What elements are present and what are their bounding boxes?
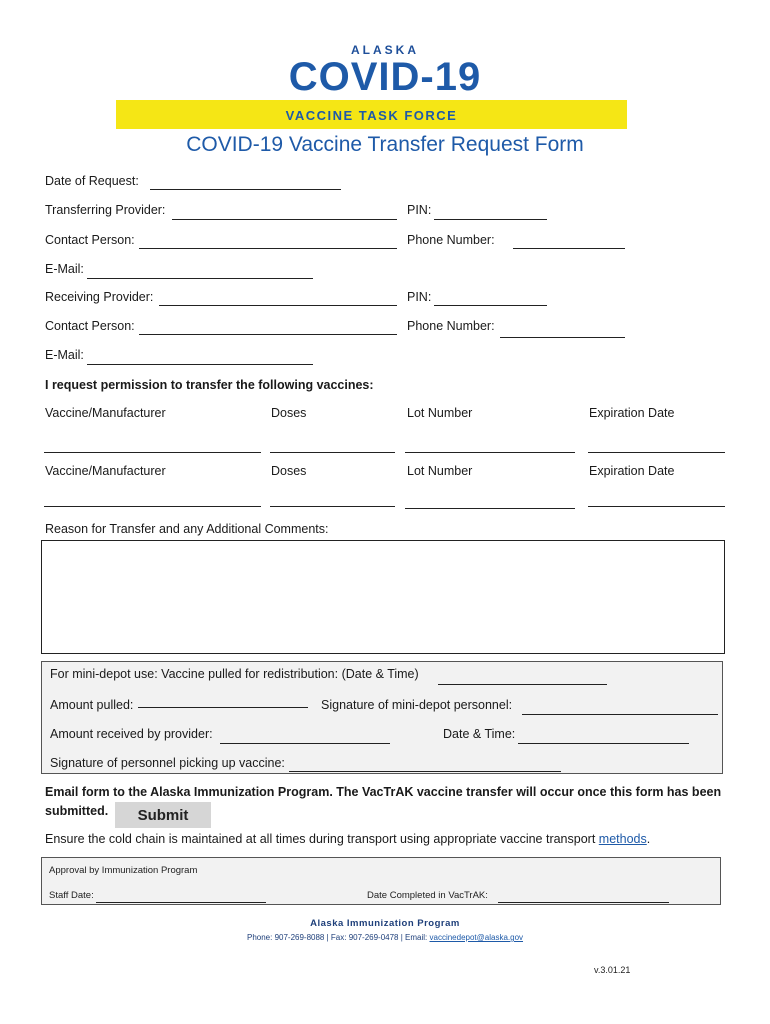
expiration-date-header-2: Expiration Date: [589, 464, 675, 478]
expiration-date-field-2[interactable]: [588, 506, 725, 507]
vaccine-pulled-datetime-field[interactable]: [438, 684, 607, 685]
lot-number-header-2: Lot Number: [407, 464, 473, 478]
logo-task-force-band: [116, 100, 627, 129]
cold-chain-text: Ensure the cold chain is maintained at all times during transport using appropriate vaccine transport: [45, 832, 596, 846]
transferring-email-label: E-Mail:: [45, 262, 84, 276]
approval-title: Approval by Immunization Program: [49, 865, 198, 876]
receiving-phone-label: Phone Number:: [407, 319, 495, 333]
comments-label: Reason for Transfer and any Additional Comments:: [45, 522, 329, 536]
signature-pickup-label: Signature of personnel picking up vaccine:: [50, 756, 285, 770]
version-number: v.3.01.21: [594, 965, 631, 975]
receiving-pin-field[interactable]: [434, 305, 547, 306]
receiving-provider-field[interactable]: [159, 305, 397, 306]
doses-header-1: Doses: [271, 406, 307, 420]
receiving-pin-label: PIN:: [407, 290, 432, 304]
expiration-date-field-1[interactable]: [588, 452, 725, 453]
vaccine-manufacturer-field-1[interactable]: [44, 452, 261, 453]
cold-chain-note: [45, 832, 650, 846]
lot-number-field-2[interactable]: [405, 508, 575, 509]
transferring-provider-label: Transferring Provider:: [45, 203, 166, 217]
vaccine-manufacturer-field-2[interactable]: [44, 506, 261, 507]
staff-date-label: Staff Date:: [49, 890, 94, 901]
email-instruction: Email form to the Alaska Immunization Program. The VacTrAK vaccine transfer will occur once this form has been: [45, 785, 722, 799]
vaccine-pulled-label: For mini-depot use: Vaccine pulled for redistribution: (Date & Time): [50, 667, 419, 681]
transferring-phone-field[interactable]: [513, 248, 625, 249]
doses-field-1[interactable]: [270, 452, 395, 453]
staff-date-field[interactable]: [96, 902, 266, 903]
amount-received-label: Amount received by provider:: [50, 727, 213, 741]
signature-pickup-field[interactable]: [289, 771, 561, 772]
transferring-provider-field[interactable]: [172, 219, 397, 220]
methods-link[interactable]: methods: [598, 832, 647, 846]
logo-band-label: VACCINE TASK FORCE: [285, 108, 458, 123]
cold-chain-period: .: [646, 832, 651, 846]
footer-email-link[interactable]: vaccinedepot@alaska.gov: [429, 933, 524, 942]
logo-covid-wordmark: COVID-19: [288, 55, 482, 99]
amount-pulled-field[interactable]: [138, 707, 308, 708]
vaccines-intro: I request permission to transfer the following vaccines:: [45, 378, 374, 392]
received-date-time-field[interactable]: [518, 743, 689, 744]
doses-field-2[interactable]: [270, 506, 395, 507]
comments-textarea[interactable]: [41, 540, 725, 654]
footer-contact: [0, 933, 770, 942]
receiving-contact-field[interactable]: [139, 334, 397, 335]
signature-depot-label: Signature of mini-depot personnel:: [321, 698, 513, 712]
vaccine-manufacturer-header-1: Vaccine/Manufacturer: [45, 406, 166, 420]
date-completed-field[interactable]: [498, 902, 669, 903]
receiving-provider-label: Receiving Provider:: [45, 290, 154, 304]
form-title: COVID-19 Vaccine Transfer Request Form: [186, 133, 584, 156]
footer-program-name: Alaska Immunization Program: [310, 918, 460, 929]
footer-contact-text: Phone: 907-269-8088 | Fax: 907-269-0478 | Email:: [246, 933, 428, 942]
submit-button[interactable]: Submit: [115, 802, 211, 828]
receiving-email-field[interactable]: [87, 364, 313, 365]
date-of-request-field[interactable]: [150, 189, 341, 190]
logo-state-label: ALASKA: [351, 43, 419, 57]
vaccine-manufacturer-header-2: Vaccine/Manufacturer: [45, 464, 166, 478]
receiving-email-label: E-Mail:: [45, 348, 84, 362]
lot-number-field-1[interactable]: [405, 452, 575, 453]
received-date-time-label: Date & Time:: [443, 727, 516, 741]
lot-number-header-1: Lot Number: [407, 406, 473, 420]
amount-pulled-label: Amount pulled:: [50, 698, 134, 712]
transferring-email-field[interactable]: [87, 278, 313, 279]
expiration-date-header-1: Expiration Date: [589, 406, 675, 420]
transferring-pin-field[interactable]: [434, 219, 547, 220]
receiving-phone-field[interactable]: [500, 337, 625, 338]
date-completed-label: Date Completed in VacTrAK:: [367, 890, 488, 901]
receiving-contact-label: Contact Person:: [45, 319, 135, 333]
date-of-request-label: Date of Request:: [45, 174, 139, 188]
doses-header-2: Doses: [271, 464, 307, 478]
amount-received-field[interactable]: [220, 743, 390, 744]
transferring-pin-label: PIN:: [407, 203, 432, 217]
transferring-contact-label: Contact Person:: [45, 233, 135, 247]
email-instruction-continued: submitted.: [45, 804, 109, 818]
signature-depot-field[interactable]: [522, 714, 718, 715]
transferring-contact-field[interactable]: [139, 248, 397, 249]
transferring-phone-label: Phone Number:: [407, 233, 495, 247]
